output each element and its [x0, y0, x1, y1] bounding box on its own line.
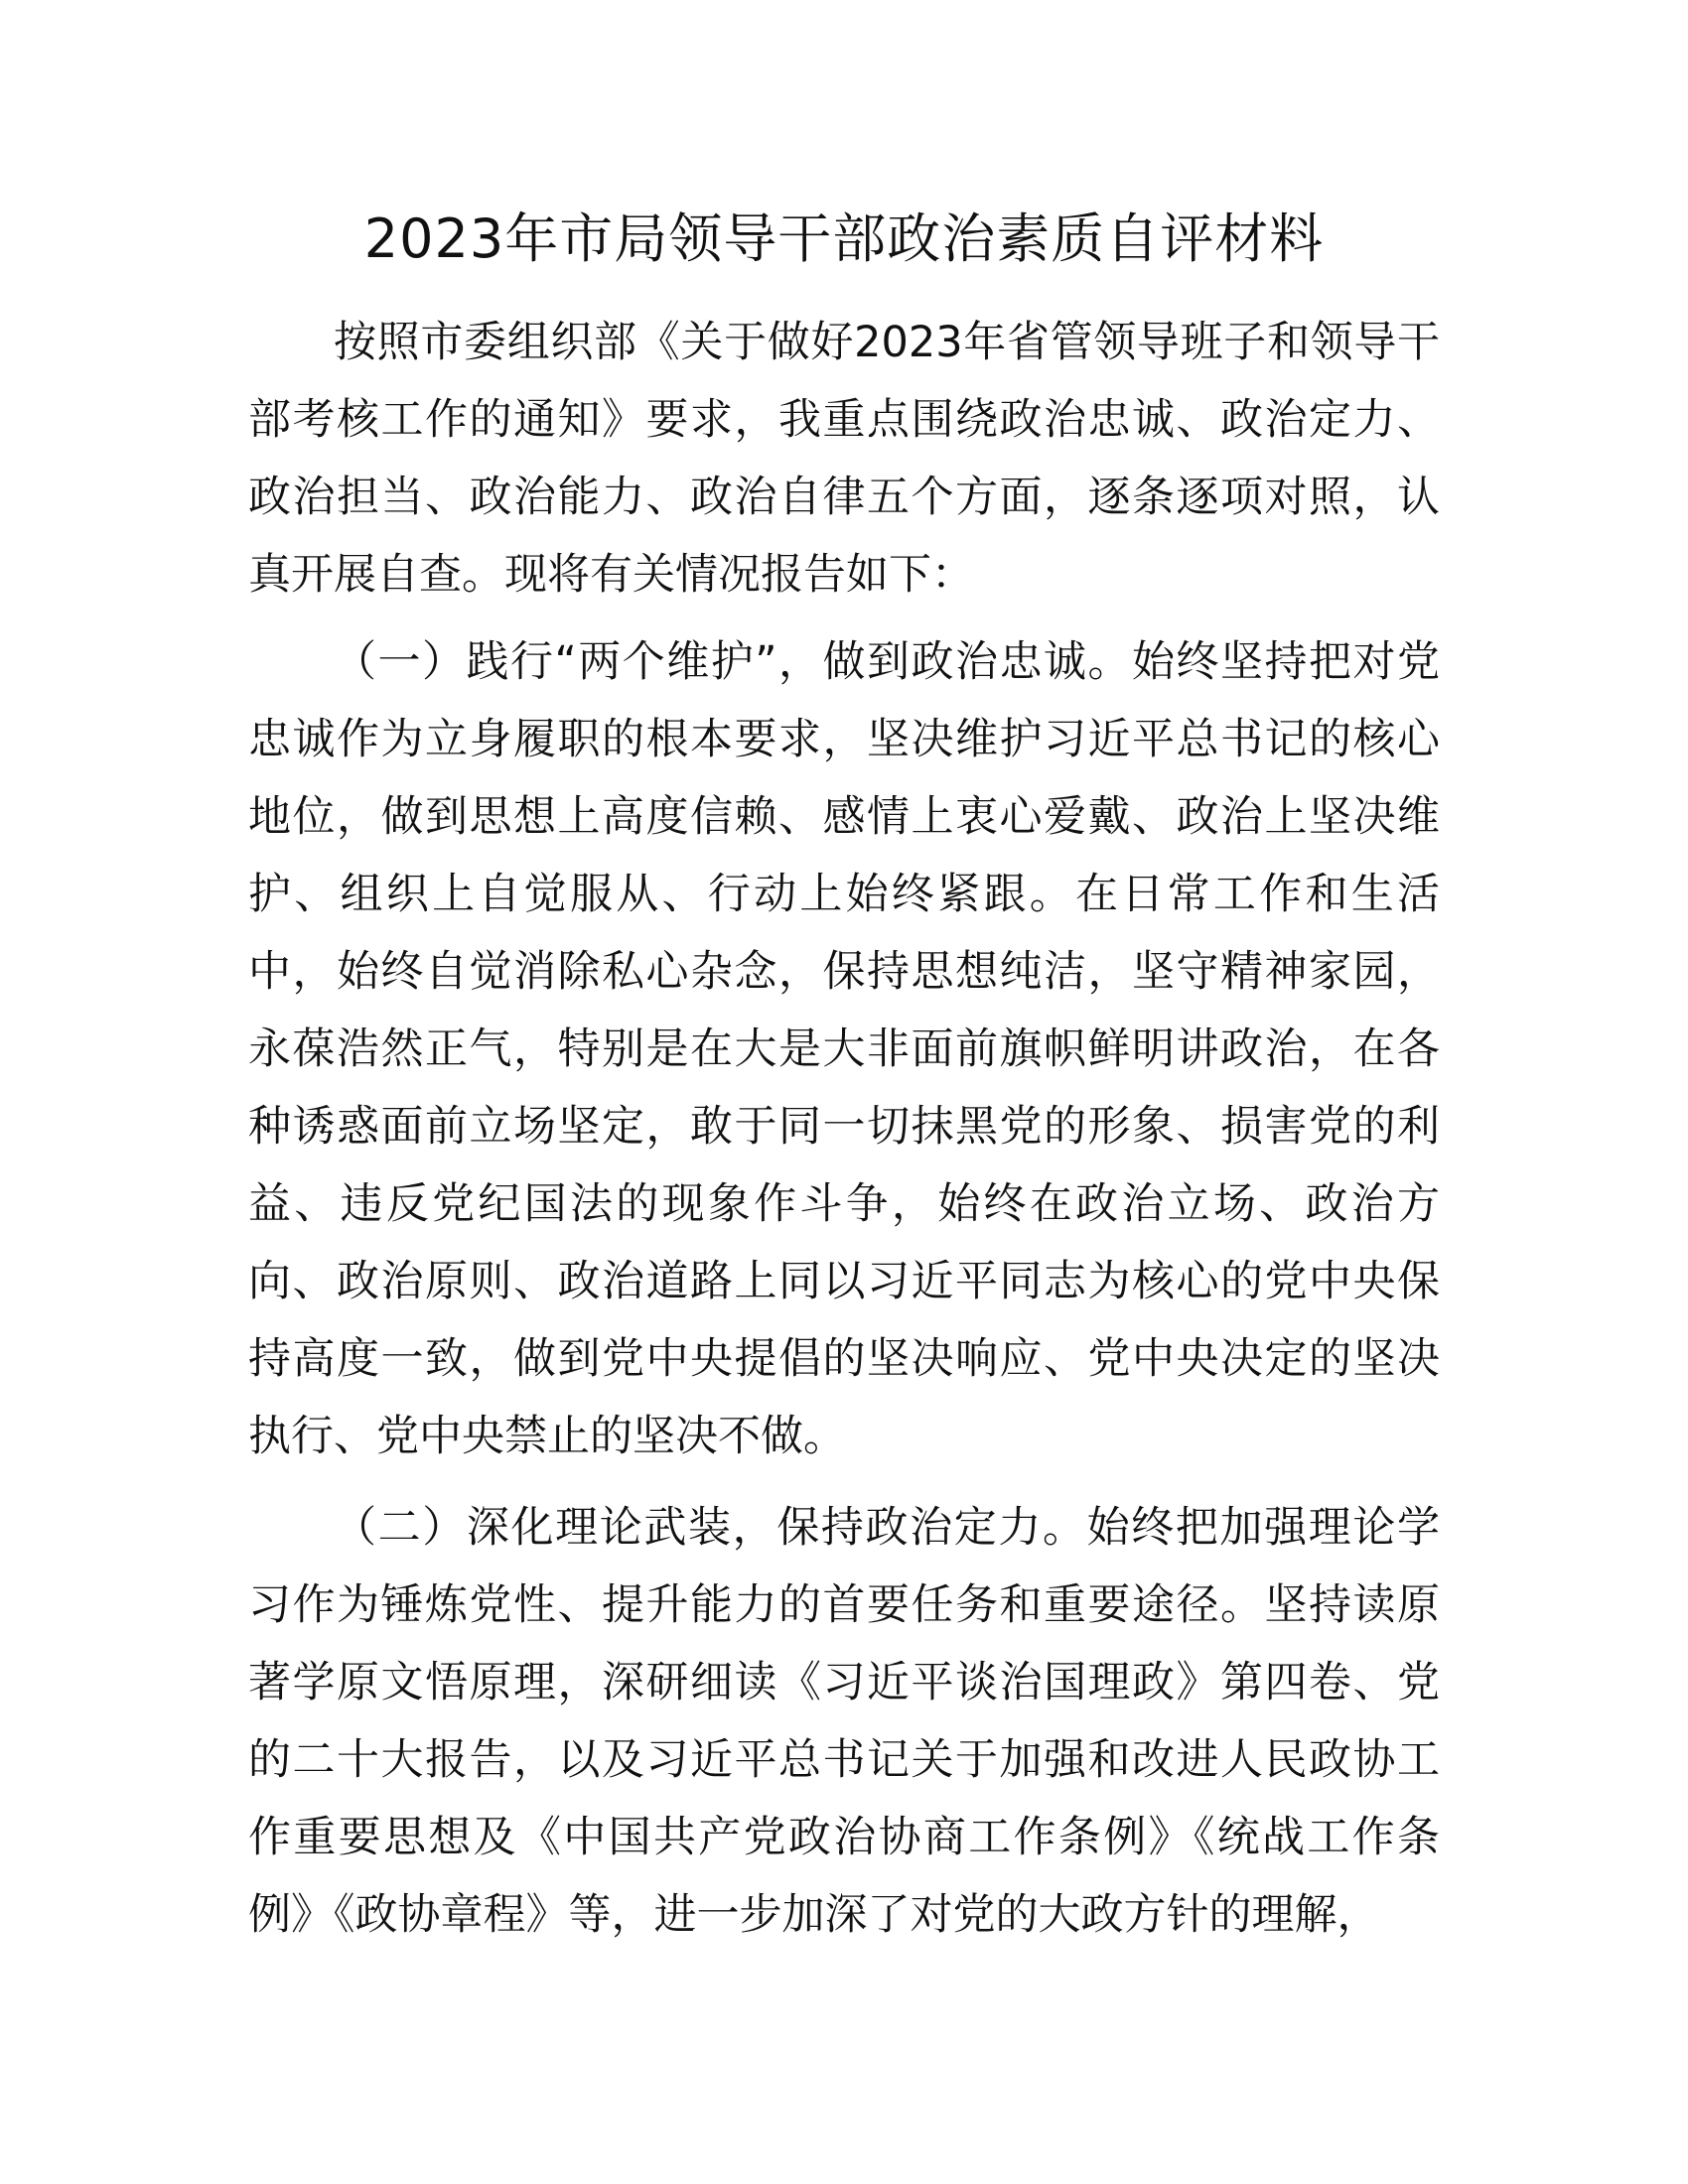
intro-paragraph: 按照市委组织部《关于做好2023年省管领导班子和领导干部考核工作的通知》要求，我重点围绕政治忠诚、政治定力、政治担当、政治能力、政治自律五个方面，逐条逐项对照，认真开展自查。现将有关情况报告如下：	[248, 318, 1440, 600]
document-title: 2023年市局领导干部政治素质自评材料	[363, 207, 1325, 270]
section-two-paragraph: （二）深化理论武装，保持政治定力。始终把加强理论学习作为锤炼党性、提升能力的首要任务和重要途径。坚持读原著学原文悟原理，深研细读《习近平谈治国理政》第四卷、党的二十大报告，以及习近平总书记关于加强和改进人民政协工作重要思想及《中国共产党政治协商工作条例》《统战工作条例》《政协章程》等，进一步加深了对党的大政方针的理解，	[248, 1503, 1440, 1940]
section-one-paragraph: （一）践行“两个维护”，做到政治忠诚。始终坚持把对党忠诚作为立身履职的根本要求，坚决维护习近平总书记的核心地位，做到思想上高度信赖、感情上衷心爱戴、政治上坚决维护、组织上自觉服从、行动上始终紧跟。在日常工作和生活中，始终自觉消除私心杂念，保持思想纯洁，坚守精神家园，永葆浩然正气，特别是在大是大非面前旗帜鲜明讲政治，在各种诱惑面前立场坚定，敢于同一切抹黑党的形象、损害党的利益、违反党纪国法的现象作斗争，始终在政治立场、政治方向、政治原则、政治道路上同以习近平同志为核心的党中央保持高度一致，做到党中央提倡的坚决响应、党中央决定的坚决执行、党中央禁止的坚决不做。	[248, 637, 1440, 1461]
